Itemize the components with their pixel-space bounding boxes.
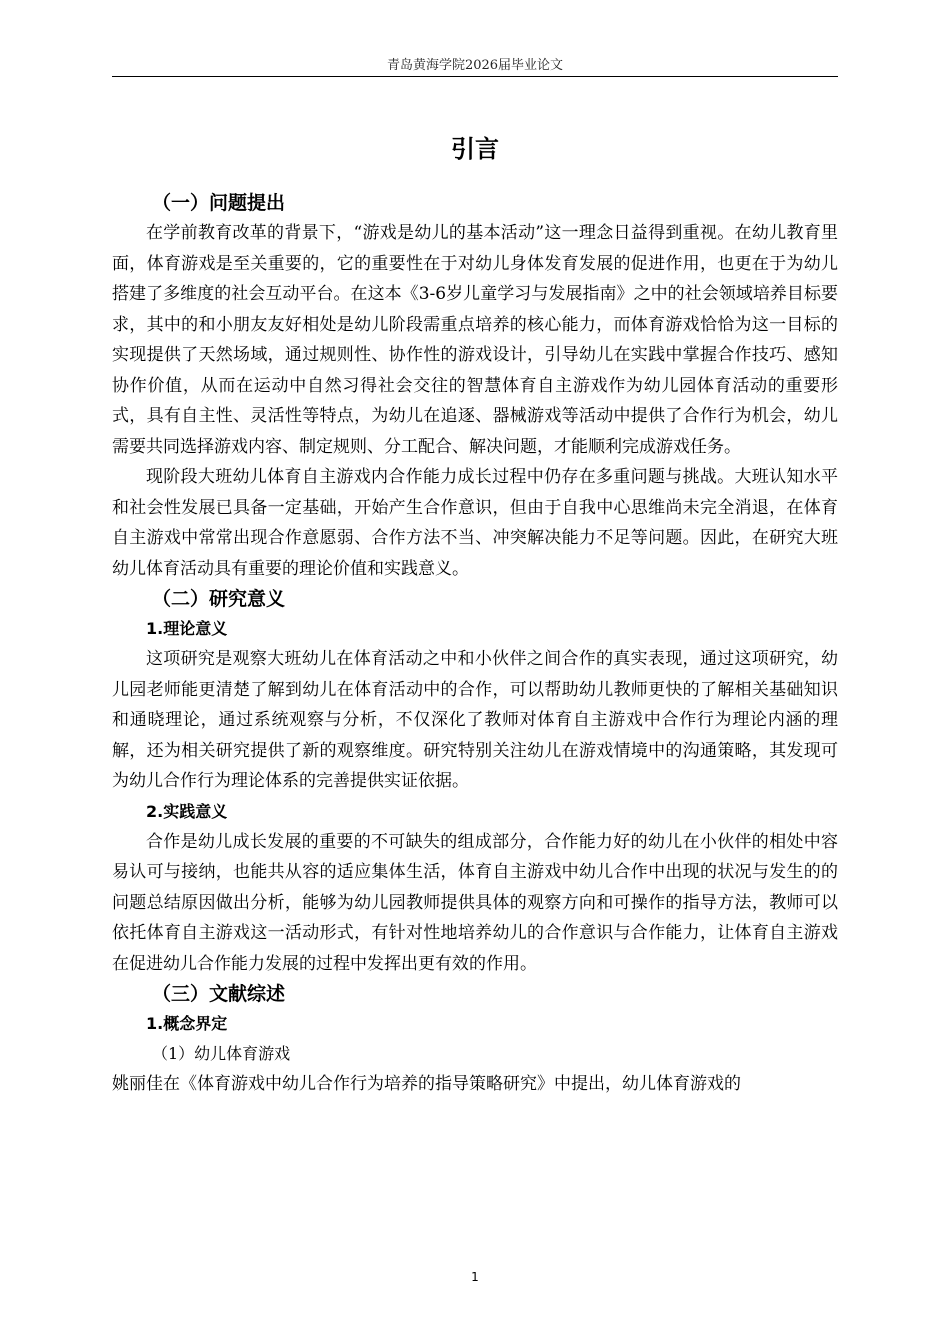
paragraph: 这项研究是观察大班幼儿在体育活动之中和小伙伴之间合作的真实表现，通过这项研究，幼儿园老师能更清楚了解到幼儿在体育活动中的合作，可以帮助幼儿教师更快的了解相关基础知识和通晓理论，通过系统观察与分析，不仅深化了教师对体育自主游戏中合作行为理论内涵的理解，还为相关研究提供了新的观察维度。研究特别关注幼儿在游戏情境中的沟通策略，其发现可为幼儿合作行为理论体系的完善提供实证依据。 — [112, 649, 838, 791]
section-heading-literature: （三）文献综述 — [152, 983, 286, 1005]
page-number: 1 — [471, 1270, 479, 1284]
paragraph: 合作是幼儿成长发展的重要的不可缺失的组成部分，合作能力好的幼儿在小伙伴的相处中容易认可与接纳，也能共从容的适应集体生活，体育自主游戏中幼儿合作中出现的状况与发生的的问题总结原因做出分析，能够为幼儿园教师提供具体的观察方向和可操作的指导方法，教师可以依托体育自主游戏这一活动形式，有针对性地培养幼儿的合作意识与合作能力，让体育自主游戏在促进幼儿合作能力发展的过程中发挥出更有效的作用。 — [112, 831, 838, 974]
section-heading-significance: （二）研究意义 — [152, 588, 286, 610]
header-rule — [112, 76, 838, 77]
subsection-heading-practice: 2.实践意义 — [146, 801, 228, 821]
subsection-heading-concepts: 1.概念界定 — [146, 1014, 228, 1033]
subsubsection-heading: （1）幼儿体育游戏 — [152, 1044, 291, 1063]
paragraph: 在学前教育改革的背景下，“游戏是幼儿的基本活动”这一理念日益得到重视。在幼儿教育里面，体育游戏是至关重要的，它的重要性在于对幼儿身体发育发展的促进作用，也更在于为幼儿搭建了多维度的社会互动平台。在这本《3-6岁儿童学习与发展指南》之中的社会领域培养目标要求，其中的和小朋友友好相处是幼儿阶段需重点培养的核心能力，而体育游戏恰恰为这一目标的实现提供了天然场域，通过规则性、协作性的游戏设计，引导幼儿在实践中掌握合作技巧、感知协作价值，从而在运动中自然习得社会交往的智慧体育自主游戏作为幼儿园体育活动的重要形式，具有自主性、灵活性等特点，为幼儿在追逐、器械游戏等活动中提供了合作行为机会，幼儿需要共同选择游戏内容、制定规则、分工配合、解决问题，才能顺利完成游戏任务。 — [112, 223, 838, 457]
document-body — [112, 188, 838, 1100]
subsection-heading-theory: 1.理论意义 — [146, 619, 228, 638]
paragraph: 现阶段大班幼儿体育自主游戏内合作能力成长过程中仍存在多重问题与挑战。大班认知水平和社会性发展已具备一定基础，开始产生合作意识，但由于自我中心思维尚未完全消退，在体育自主游戏中常常出现合作意愿弱、合作方法不当、冲突解决能力不足等问题。因此，在研究大班幼儿体育活动具有重要的理论价值和实践意义。 — [112, 467, 838, 579]
paragraph: 姚丽佳在《体育游戏中幼儿合作行为培养的指导策略研究》中提出，幼儿体育游戏的 — [112, 1074, 741, 1094]
section-heading-problem: （一）问题提出 — [152, 192, 286, 214]
page-title: 引言 — [451, 135, 499, 163]
running-header: 青岛黄海学院2026届毕业论文 — [386, 58, 564, 73]
